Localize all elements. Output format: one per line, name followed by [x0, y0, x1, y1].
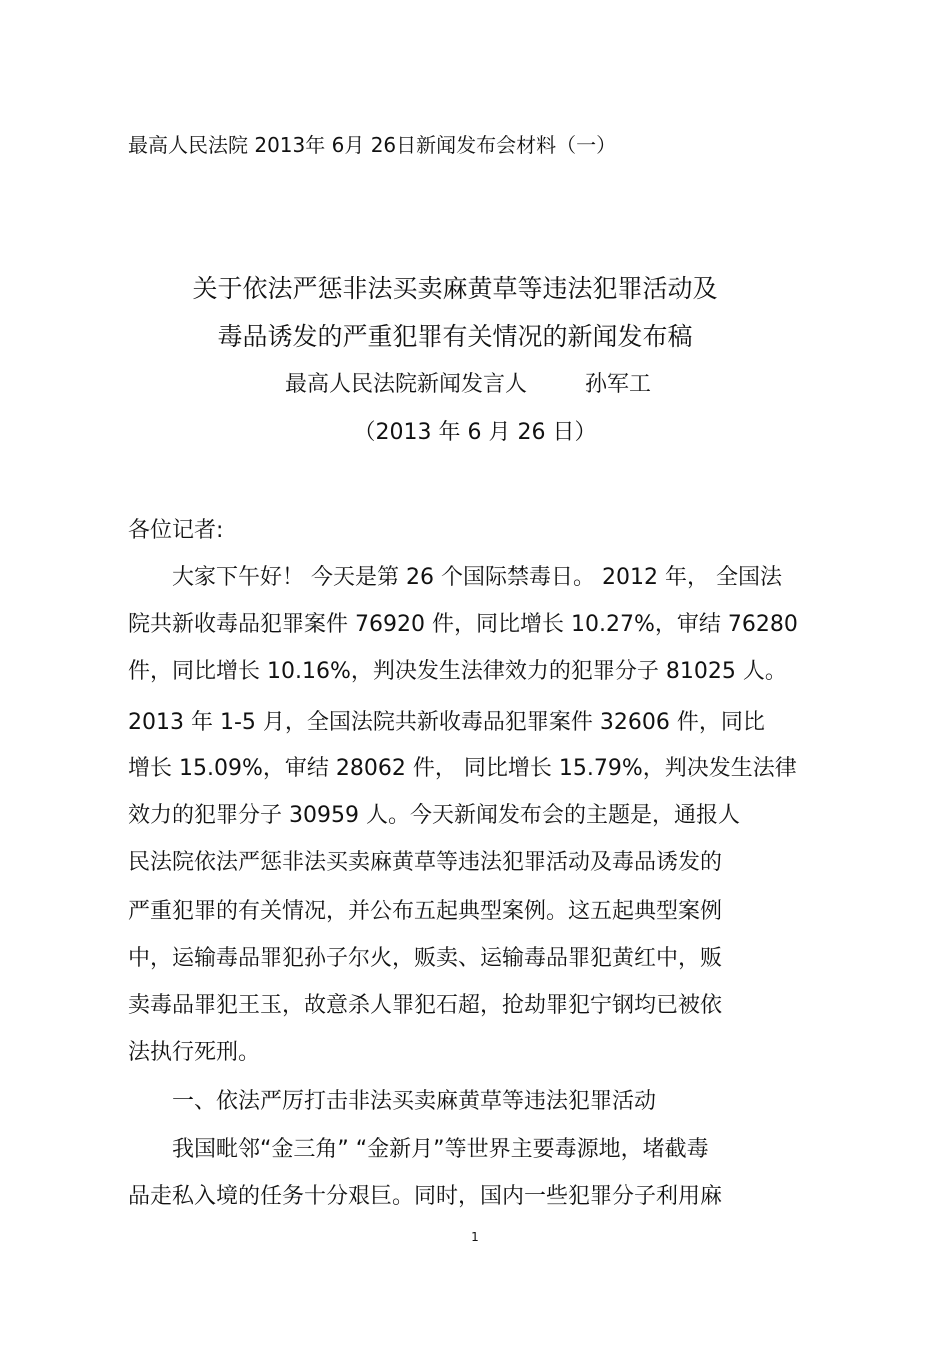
- title-line-2: 毒品诱发的严重犯罪有关情况的新闻发布稿: [217, 322, 693, 351]
- body-line: 品走私入境的任务十分艰巨。同时，国内一些犯罪分子利用麻: [128, 1184, 723, 1209]
- body-line: 效力的犯罪分子 30959 人。今天新闻发布会的主题是，通报人: [128, 803, 740, 828]
- body-line: 院共新收毒品犯罪案件 76920 件，同比增长 10.27%，审结 76280: [128, 612, 798, 637]
- body-line: 我国毗邻“金三角” “金新月”等世界主要毒源地，堵截毒: [128, 1137, 709, 1162]
- title-line-1: 关于依法严惩非法买卖麻黄草等违法犯罪活动及: [192, 274, 718, 303]
- body-line: 民法院依法严惩非法买卖麻黄草等违法犯罪活动及毒品诱发的: [128, 850, 723, 875]
- speaker-role: 最高人民法院新闻发言人: [285, 372, 528, 397]
- body-line: 卖毒品罪犯王玉，故意杀人罪犯石超，抢劫罪犯宁钢均已被依: [128, 993, 723, 1018]
- section-heading: 一、依法严厉打击非法买卖麻黄草等违法犯罪活动: [128, 1089, 657, 1114]
- body-line: 法执行死刑。: [128, 1040, 261, 1065]
- body-line: 件，同比增长 10.16%，判决发生法律效力的犯罪分子 81025 人。: [128, 659, 787, 684]
- body-line: 大家下午好！ 今天是第 26 个国际禁毒日。 2012 年， 全国法: [128, 565, 782, 590]
- page-number: 1: [471, 1230, 479, 1244]
- speaker-line: [285, 370, 651, 400]
- body-line: 增长 15.09%，审结 28062 件， 同比增长 15.79%，判决发生法律: [128, 756, 797, 781]
- greeting: 各位记者:: [128, 518, 224, 543]
- body-line: 严重犯罪的有关情况，并公布五起典型案例。这五起典型案例: [128, 899, 723, 924]
- body-line: 2013 年 1-5 月，全国法院共新收毒品犯罪案件 32606 件，同比: [128, 710, 765, 735]
- document-header: 最高人民法院 2013年 6月 26日新闻发布会材料（一）: [128, 133, 617, 157]
- release-date: （2013 年 6 月 26 日）: [353, 420, 597, 445]
- speaker-name: 孙军工: [585, 372, 652, 397]
- body-line: 中，运输毒品罪犯孙子尔火，贩卖、运输毒品罪犯黄红中，贩: [128, 946, 723, 971]
